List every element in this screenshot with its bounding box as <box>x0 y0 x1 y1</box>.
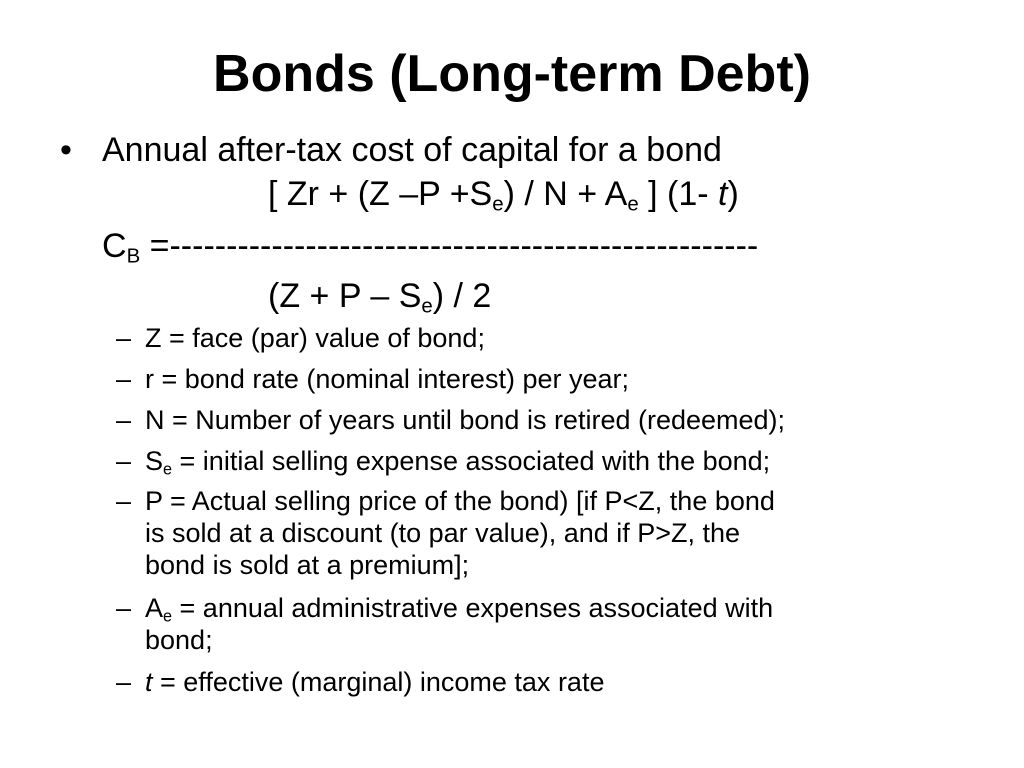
formula-numerator: [ Zr + (Z $-P +S_e) / N + A_e$ ] (1- t) <box>268 175 739 216</box>
dash-marker: – <box>116 405 132 435</box>
definition-ae-line2: bond; <box>145 625 213 655</box>
dash-marker: – <box>116 486 132 516</box>
dash-marker: – <box>116 364 132 394</box>
dash-marker: – <box>116 667 132 697</box>
definition-se: $S_e$ = initial selling expense associated with the bond; <box>145 446 771 479</box>
dash-marker: – <box>116 593 132 623</box>
definition-n: N = Number of years until bond is retired (redeemed); <box>145 405 786 435</box>
definition-ae: $A_e$ = annual administrative expenses associated with <box>145 593 774 626</box>
slide-title: Bonds (Long-term Debt) <box>213 45 811 103</box>
definition-p-line3: bond is sold at a premium]; <box>145 550 470 580</box>
formula-denominator: $(Z + P - S_e) / 2$ <box>268 277 492 318</box>
definition-t: t = effective (marginal) income tax rate <box>145 667 605 697</box>
definition-p-line1: P = Actual selling price of the bond) [if P<Z, the bond <box>145 486 775 516</box>
dash-marker: – <box>116 323 132 353</box>
definition-r: r = bond rate (nominal interest) per year; <box>145 364 629 394</box>
main-bullet-text: Annual after-tax cost of capital for a bond <box>102 131 722 169</box>
definition-z: Z = face (par) value of bond; <box>145 323 485 353</box>
dash-marker: – <box>116 446 132 476</box>
definition-p-line2: is sold at a discount (to par value), and if P>Z, the <box>145 518 741 548</box>
bullet-marker: • <box>60 131 72 169</box>
formula-division-line: $C_B$ =---------------------------------------------------- <box>102 227 759 268</box>
